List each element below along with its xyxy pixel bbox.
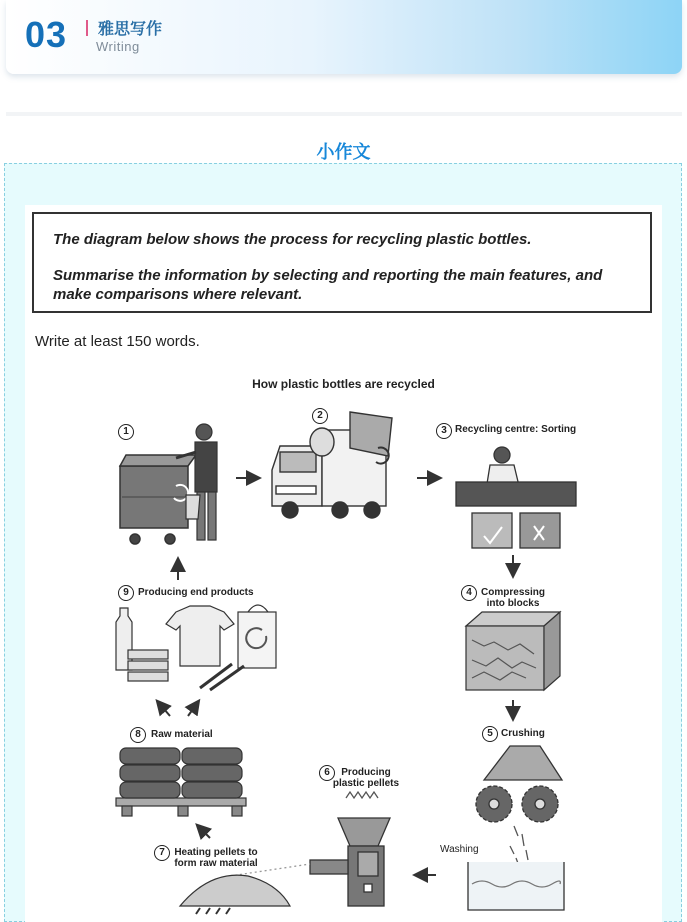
step-9-number: 9	[118, 585, 134, 601]
step-5-label: Crushing	[501, 728, 545, 739]
step-5-number: 5	[482, 726, 498, 742]
washing-label: Washing	[440, 844, 479, 855]
step-1-number: 1	[118, 424, 134, 440]
section-title-cn: 雅思写作	[98, 21, 163, 38]
step-6-label: Producing plastic pellets	[332, 767, 400, 789]
step-4-number: 4	[461, 585, 477, 601]
diagram-title: How plastic bottles are recycled	[252, 377, 435, 391]
truck-illustration	[272, 412, 392, 518]
step-6-number: 6	[319, 765, 335, 781]
word-count-instruction: Write at least 150 words.	[35, 333, 200, 350]
step-3-label: Recycling centre: Sorting	[455, 424, 577, 435]
step-8-number: 8	[130, 727, 146, 743]
task-line-1: The diagram below shows the process for recycling plastic bottles.	[53, 231, 532, 248]
step-8-label: Raw material	[151, 729, 213, 740]
heated-pellets-illustration	[180, 875, 290, 914]
section-title-en: Writing	[96, 39, 140, 54]
compressed-block-illustration	[466, 612, 560, 690]
bin-illustration	[120, 455, 196, 544]
task-line-2: Summarise the information by selecting and reporting the main features, and make comparisons where relevant.	[53, 267, 603, 303]
step-3-number: 3	[436, 423, 452, 439]
step-7-number: 7	[154, 845, 170, 861]
step-4-label: Compressing into blocks	[481, 587, 545, 609]
end-products-illustration	[116, 605, 276, 690]
crusher-illustration	[468, 746, 564, 910]
step-7-label: Heating pellets to form raw material	[174, 847, 258, 869]
step-9-label: Producing end products	[138, 587, 254, 598]
raw-material-illustration	[116, 748, 246, 816]
sorting-illustration	[456, 447, 576, 548]
step-2-number: 2	[312, 408, 328, 424]
section-number: 03	[25, 14, 68, 55]
subsection-title: 小作文	[316, 142, 371, 162]
